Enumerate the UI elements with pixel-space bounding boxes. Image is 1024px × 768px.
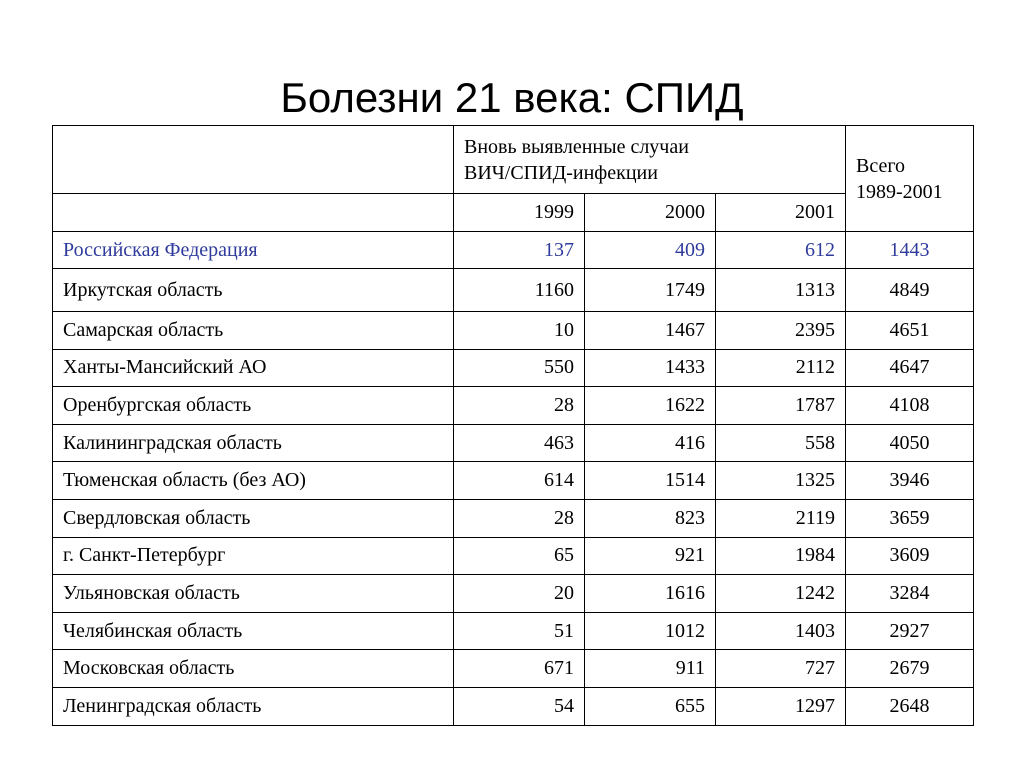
value-total: 2679 — [846, 650, 974, 688]
total-header-line2: 1989-2001 — [856, 180, 943, 203]
region-name: Тюменская область (без АО) — [53, 462, 454, 500]
table-row — [53, 537, 974, 575]
value-1999: 28 — [454, 499, 585, 537]
value-2000: 416 — [585, 424, 716, 462]
value-1999: 65 — [454, 537, 585, 575]
value-2000: 655 — [585, 687, 716, 725]
year-header-2000: 2000 — [585, 194, 716, 232]
value-1999: 137 — [454, 232, 585, 269]
value-1999: 614 — [454, 462, 585, 500]
region-name: Ульяновская область — [53, 575, 454, 613]
new-cases-header-line1: Вновь выявленные случаи — [464, 135, 689, 158]
value-1999: 1160 — [454, 269, 585, 312]
region-name: Самарская область — [53, 312, 454, 350]
value-2001: 1242 — [716, 575, 846, 613]
value-2000: 1433 — [585, 349, 716, 387]
region-name: Калининградская область — [53, 424, 454, 462]
value-2000: 1012 — [585, 612, 716, 650]
value-2001: 1297 — [716, 687, 846, 725]
header-row-2 — [53, 194, 974, 232]
value-2001: 612 — [716, 232, 846, 269]
value-1999: 550 — [454, 349, 585, 387]
value-2001: 1787 — [716, 387, 846, 425]
region-name: Иркутская область — [53, 269, 454, 312]
value-total: 4050 — [846, 424, 974, 462]
value-total: 3284 — [846, 575, 974, 613]
value-total: 1443 — [846, 232, 974, 269]
value-total: 4108 — [846, 387, 974, 425]
value-1999: 463 — [454, 424, 585, 462]
new-cases-header — [454, 126, 846, 194]
region-name: г. Санкт-Петербург — [53, 537, 454, 575]
value-total: 4849 — [846, 269, 974, 312]
year-header-1999: 1999 — [454, 194, 585, 232]
table-row — [53, 424, 974, 462]
value-2001: 1403 — [716, 612, 846, 650]
value-2001: 1325 — [716, 462, 846, 500]
value-total: 3946 — [846, 462, 974, 500]
table-row — [53, 650, 974, 688]
table-row — [53, 462, 974, 500]
table-row — [53, 387, 974, 425]
value-2000: 1514 — [585, 462, 716, 500]
year-header-2001: 2001 — [716, 194, 846, 232]
header-empty-cell — [53, 194, 454, 232]
value-total: 4647 — [846, 349, 974, 387]
value-2000: 1616 — [585, 575, 716, 613]
region-name: Ленинградская область — [53, 687, 454, 725]
value-1999: 51 — [454, 612, 585, 650]
value-2000: 823 — [585, 499, 716, 537]
region-name: Московская область — [53, 650, 454, 688]
value-2001: 558 — [716, 424, 846, 462]
header-row-1 — [53, 126, 974, 194]
value-total: 2927 — [846, 612, 974, 650]
total-header-line1: Всего — [856, 154, 906, 177]
header-empty-cell — [53, 126, 454, 194]
region-name: Ханты-Мансийский АО — [53, 349, 454, 387]
value-2001: 2119 — [716, 499, 846, 537]
value-1999: 671 — [454, 650, 585, 688]
table-row — [53, 612, 974, 650]
table-row — [53, 499, 974, 537]
value-total: 3609 — [846, 537, 974, 575]
value-2001: 727 — [716, 650, 846, 688]
region-name: Российская Федерация — [53, 232, 454, 269]
value-2000: 1749 — [585, 269, 716, 312]
federation-row — [53, 232, 974, 269]
value-2001: 1984 — [716, 537, 846, 575]
table-body — [53, 126, 974, 726]
value-2000: 409 — [585, 232, 716, 269]
value-1999: 20 — [454, 575, 585, 613]
region-name: Челябинская область — [53, 612, 454, 650]
region-name: Оренбургская область — [53, 387, 454, 425]
table-row — [53, 349, 974, 387]
table-row — [53, 269, 974, 312]
new-cases-header-line2: ВИЧ/СПИД-инфекции — [464, 161, 658, 184]
value-1999: 54 — [454, 687, 585, 725]
table-row — [53, 312, 974, 350]
value-2000: 911 — [585, 650, 716, 688]
value-1999: 10 — [454, 312, 585, 350]
value-total: 2648 — [846, 687, 974, 725]
value-total: 3659 — [846, 499, 974, 537]
value-2000: 1622 — [585, 387, 716, 425]
value-2001: 2112 — [716, 349, 846, 387]
value-total: 4651 — [846, 312, 974, 350]
value-1999: 28 — [454, 387, 585, 425]
table-row — [53, 687, 974, 725]
region-name: Свердловская область — [53, 499, 454, 537]
value-2000: 921 — [585, 537, 716, 575]
value-2001: 1313 — [716, 269, 846, 312]
value-2000: 1467 — [585, 312, 716, 350]
total-header — [846, 126, 974, 232]
value-2001: 2395 — [716, 312, 846, 350]
table-row — [53, 575, 974, 613]
slide-title: Болезни 21 века: СПИД — [280, 74, 744, 121]
hiv-cases-table — [52, 125, 974, 726]
